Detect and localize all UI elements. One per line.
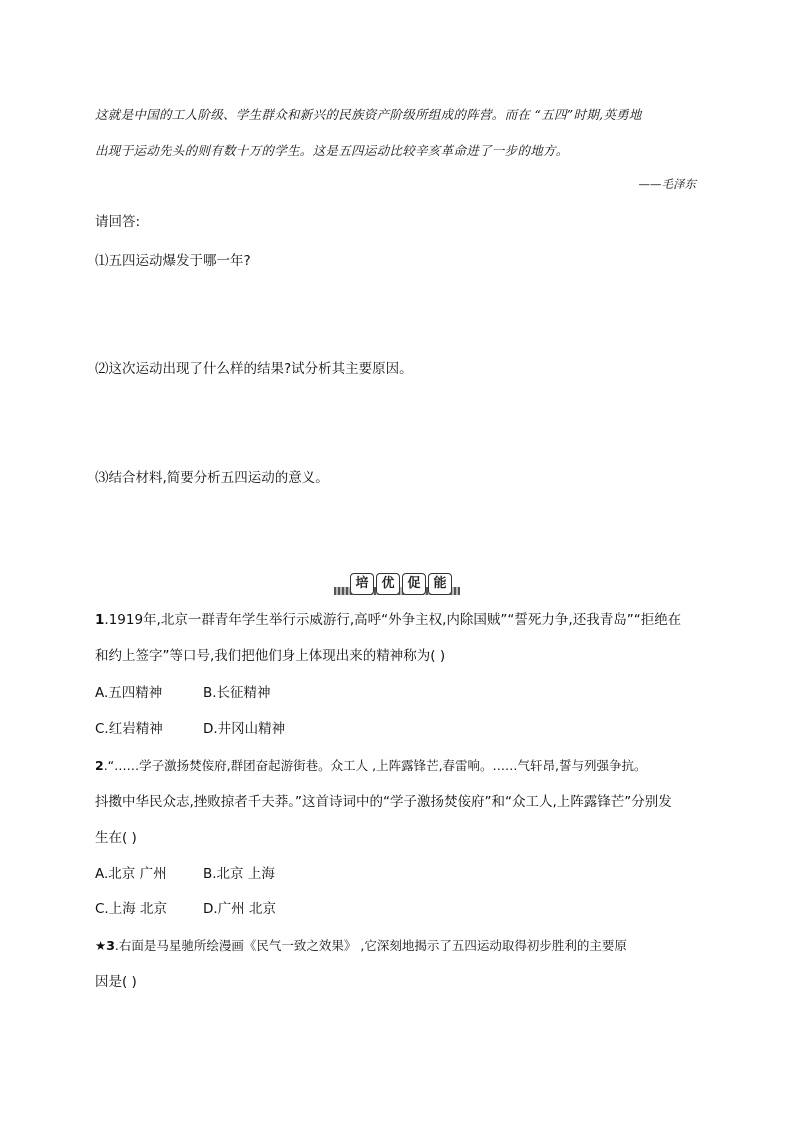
question-2-line-2: 抖擞中华民众志,挫败掠者千夫莽。”这首诗词中的“学子激扬焚侫府”和“众工人,上阵露锋芒”分别发 [95,794,672,810]
question-2-line-1 [95,757,647,775]
question-2-options-row-1 [95,865,275,883]
option-c[interactable]: C.上海 北京 [95,901,168,917]
question-number: 2 [95,758,104,773]
question-number: ★3 [95,938,115,953]
question-text: .“……学子激扬焚侫府,群团奋起游街巷。众工人 ,上阵露锋芒,春雷响。……气轩昂,誓与列强争抗。 [103,758,647,773]
question-1-line-2: 和约上签字”等口号,我们把他们身上体现出来的精神称为( ) [95,648,446,664]
question-2-line-3: 生在( ) [95,830,137,846]
question-number: 1 [95,612,105,628]
banner-char: 培 [350,573,374,595]
option-b[interactable]: B.北京 上海 [203,866,275,882]
option-b[interactable]: B.长征精神 [203,685,271,701]
option-a[interactable]: A.北京 广州 [95,866,167,882]
subquestion-3: ⑶结合材料,简要分析五四运动的意义。 [95,470,329,486]
banner-chars [350,573,452,595]
question-2-options-row-2 [95,900,276,918]
question-1-options-row-1 [95,684,271,702]
question-text: .右面是马星驰所绘漫画《民气一致之效果》 ,它深刻地揭示了五四运动取得初步胜利的主要原 [114,938,627,953]
banner-char: 优 [376,573,400,595]
material-author: ——毛泽东 [638,177,696,191]
subquestion-2: ⑵这次运动出现了什么样的结果?试分析其主要原因。 [95,361,413,377]
section-banner [334,573,460,595]
banner-char: 能 [428,573,452,595]
question-3-line-1 [95,937,627,955]
option-d[interactable]: D.广州 北京 [203,901,276,917]
option-c[interactable]: C.红岩精神 [95,721,163,737]
option-d[interactable]: D.井冈山精神 [203,721,286,737]
question-text: .1919年,北京一群青年学生举行示威游行,高呼“外争主权,内除国贼”“誓死力争,还我青岛”“拒绝在 [104,612,682,628]
material-line-1: 这就是中国的工人阶级、学生群众和新兴的民族资产阶级所组成的阵营。而在 “五四”时期,英勇地 [95,107,642,122]
question-1-line-1 [95,611,681,629]
question-1-options-row-2 [95,720,285,738]
question-3-line-2: 因是( ) [95,974,137,990]
option-a[interactable]: A.五四精神 [95,685,163,701]
subquestion-1: ⑴五四运动爆发于哪一年? [95,253,251,269]
answer-prompt: 请回答: [95,214,141,230]
banner-char: 促 [402,573,426,595]
material-line-2: 出现于运动先头的则有数十万的学生。这是五四运动比较辛亥革命进了一步的地方。 [95,143,569,158]
